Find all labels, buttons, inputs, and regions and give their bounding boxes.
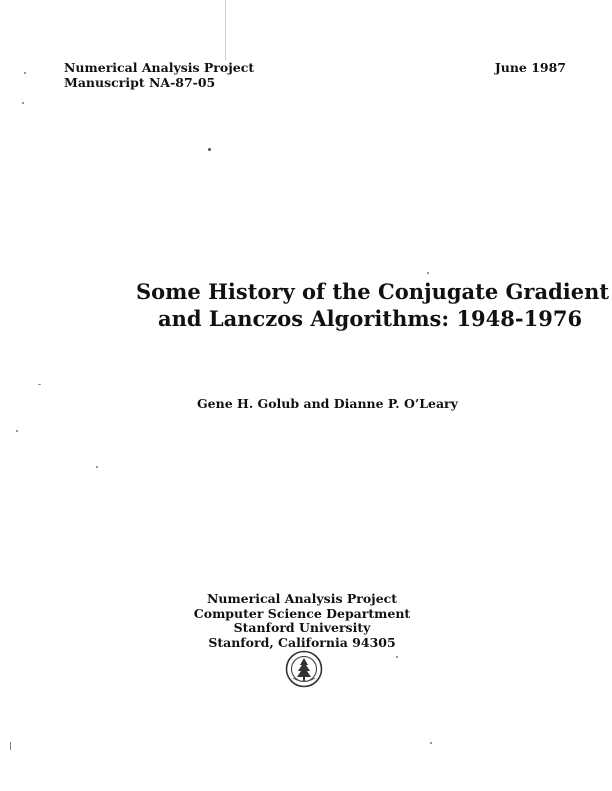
document-title (0, 278, 612, 332)
stanford-seal-icon (285, 650, 323, 688)
institution-line-4: Stanford, California 94305 (208, 634, 396, 650)
authors: Gene H. Golub and Dianne P. O’Leary (197, 396, 458, 411)
title-line-2: and Lanczos Algorithms: 1948-1976 (158, 306, 583, 331)
report-header-left (64, 60, 254, 90)
institution-line-2: Computer Science Department (193, 605, 411, 621)
institution-line-3: Stanford University (233, 620, 371, 635)
institution-line-1: Numerical Analysis Project (206, 591, 398, 606)
title-line-1: Some History of the Conjugate Gradient (136, 279, 610, 304)
manuscript-number: Manuscript NA-87-05 (64, 75, 216, 90)
project-name: Numerical Analysis Project (64, 60, 255, 75)
report-date: June 1987 (494, 60, 566, 75)
institution-address (0, 592, 612, 650)
scan-artifact-line (225, 0, 226, 60)
